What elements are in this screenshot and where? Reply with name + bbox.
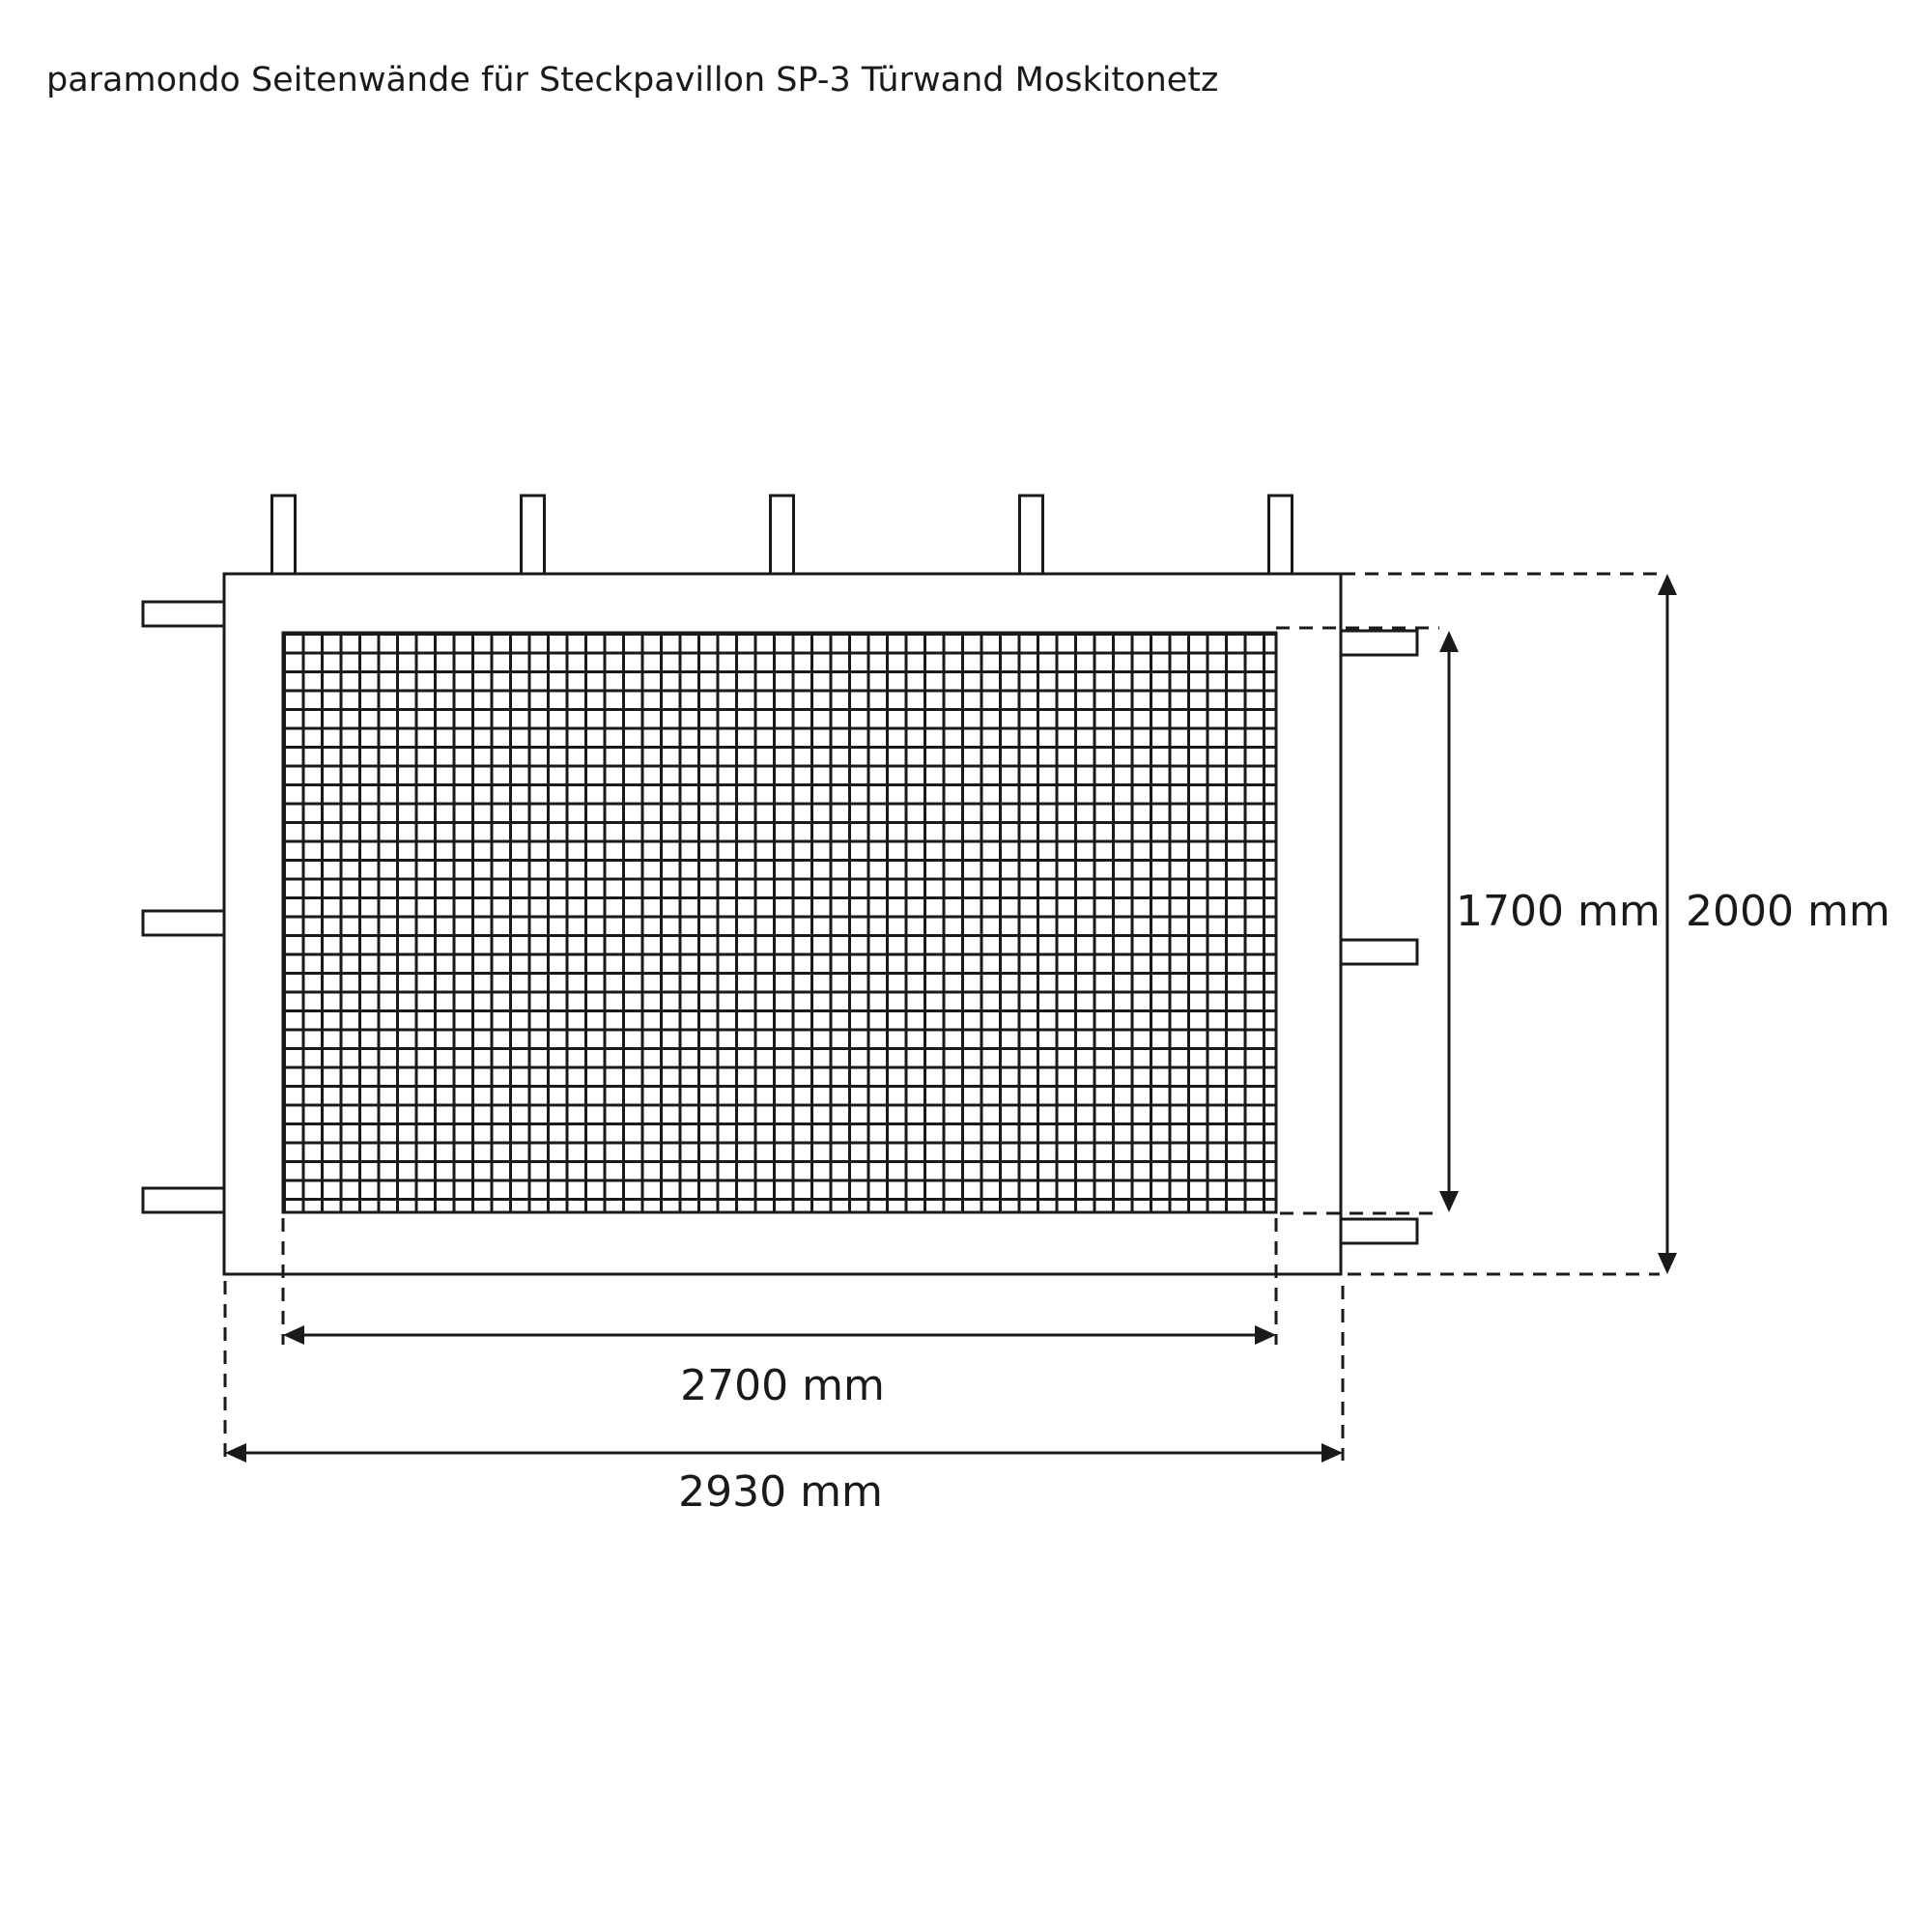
arrowhead-mesh-width-right (1255, 1325, 1276, 1345)
arrowhead-panel-height-bottom (1658, 1253, 1677, 1274)
top-strap-4 (1020, 496, 1043, 576)
left-strap-2 (143, 911, 225, 935)
top-strap-2 (522, 496, 545, 576)
mosquito-mesh-grid (283, 633, 1276, 1212)
arrowhead-panel-width-left (225, 1443, 246, 1463)
top-strap-5 (1269, 496, 1293, 576)
left-strap-1 (143, 602, 225, 626)
arrowhead-mesh-width-left (283, 1325, 304, 1345)
arrowhead-panel-width-right (1321, 1443, 1343, 1463)
dimension-label-panel-width: 2930 mm (678, 1467, 883, 1517)
dimension-label-panel-height: 2000 mm (1686, 887, 1890, 936)
arrowhead-mesh-height-bottom (1439, 1191, 1459, 1212)
right-strap-1 (1340, 631, 1417, 655)
top-strap-1 (272, 496, 296, 576)
left-strap-3 (143, 1188, 225, 1212)
dimension-label-mesh-width: 2700 mm (680, 1361, 885, 1410)
page-title: paramondo Seitenwände für Steckpavillon SP-3 Türwand Moskitonetz (46, 61, 1219, 99)
arrowhead-mesh-height-top (1439, 631, 1459, 652)
dimension-label-mesh-height: 1700 mm (1456, 887, 1661, 936)
arrowhead-panel-height-top (1658, 574, 1677, 595)
right-strap-2 (1340, 940, 1417, 964)
top-strap-3 (771, 496, 794, 576)
right-strap-3 (1340, 1219, 1417, 1243)
